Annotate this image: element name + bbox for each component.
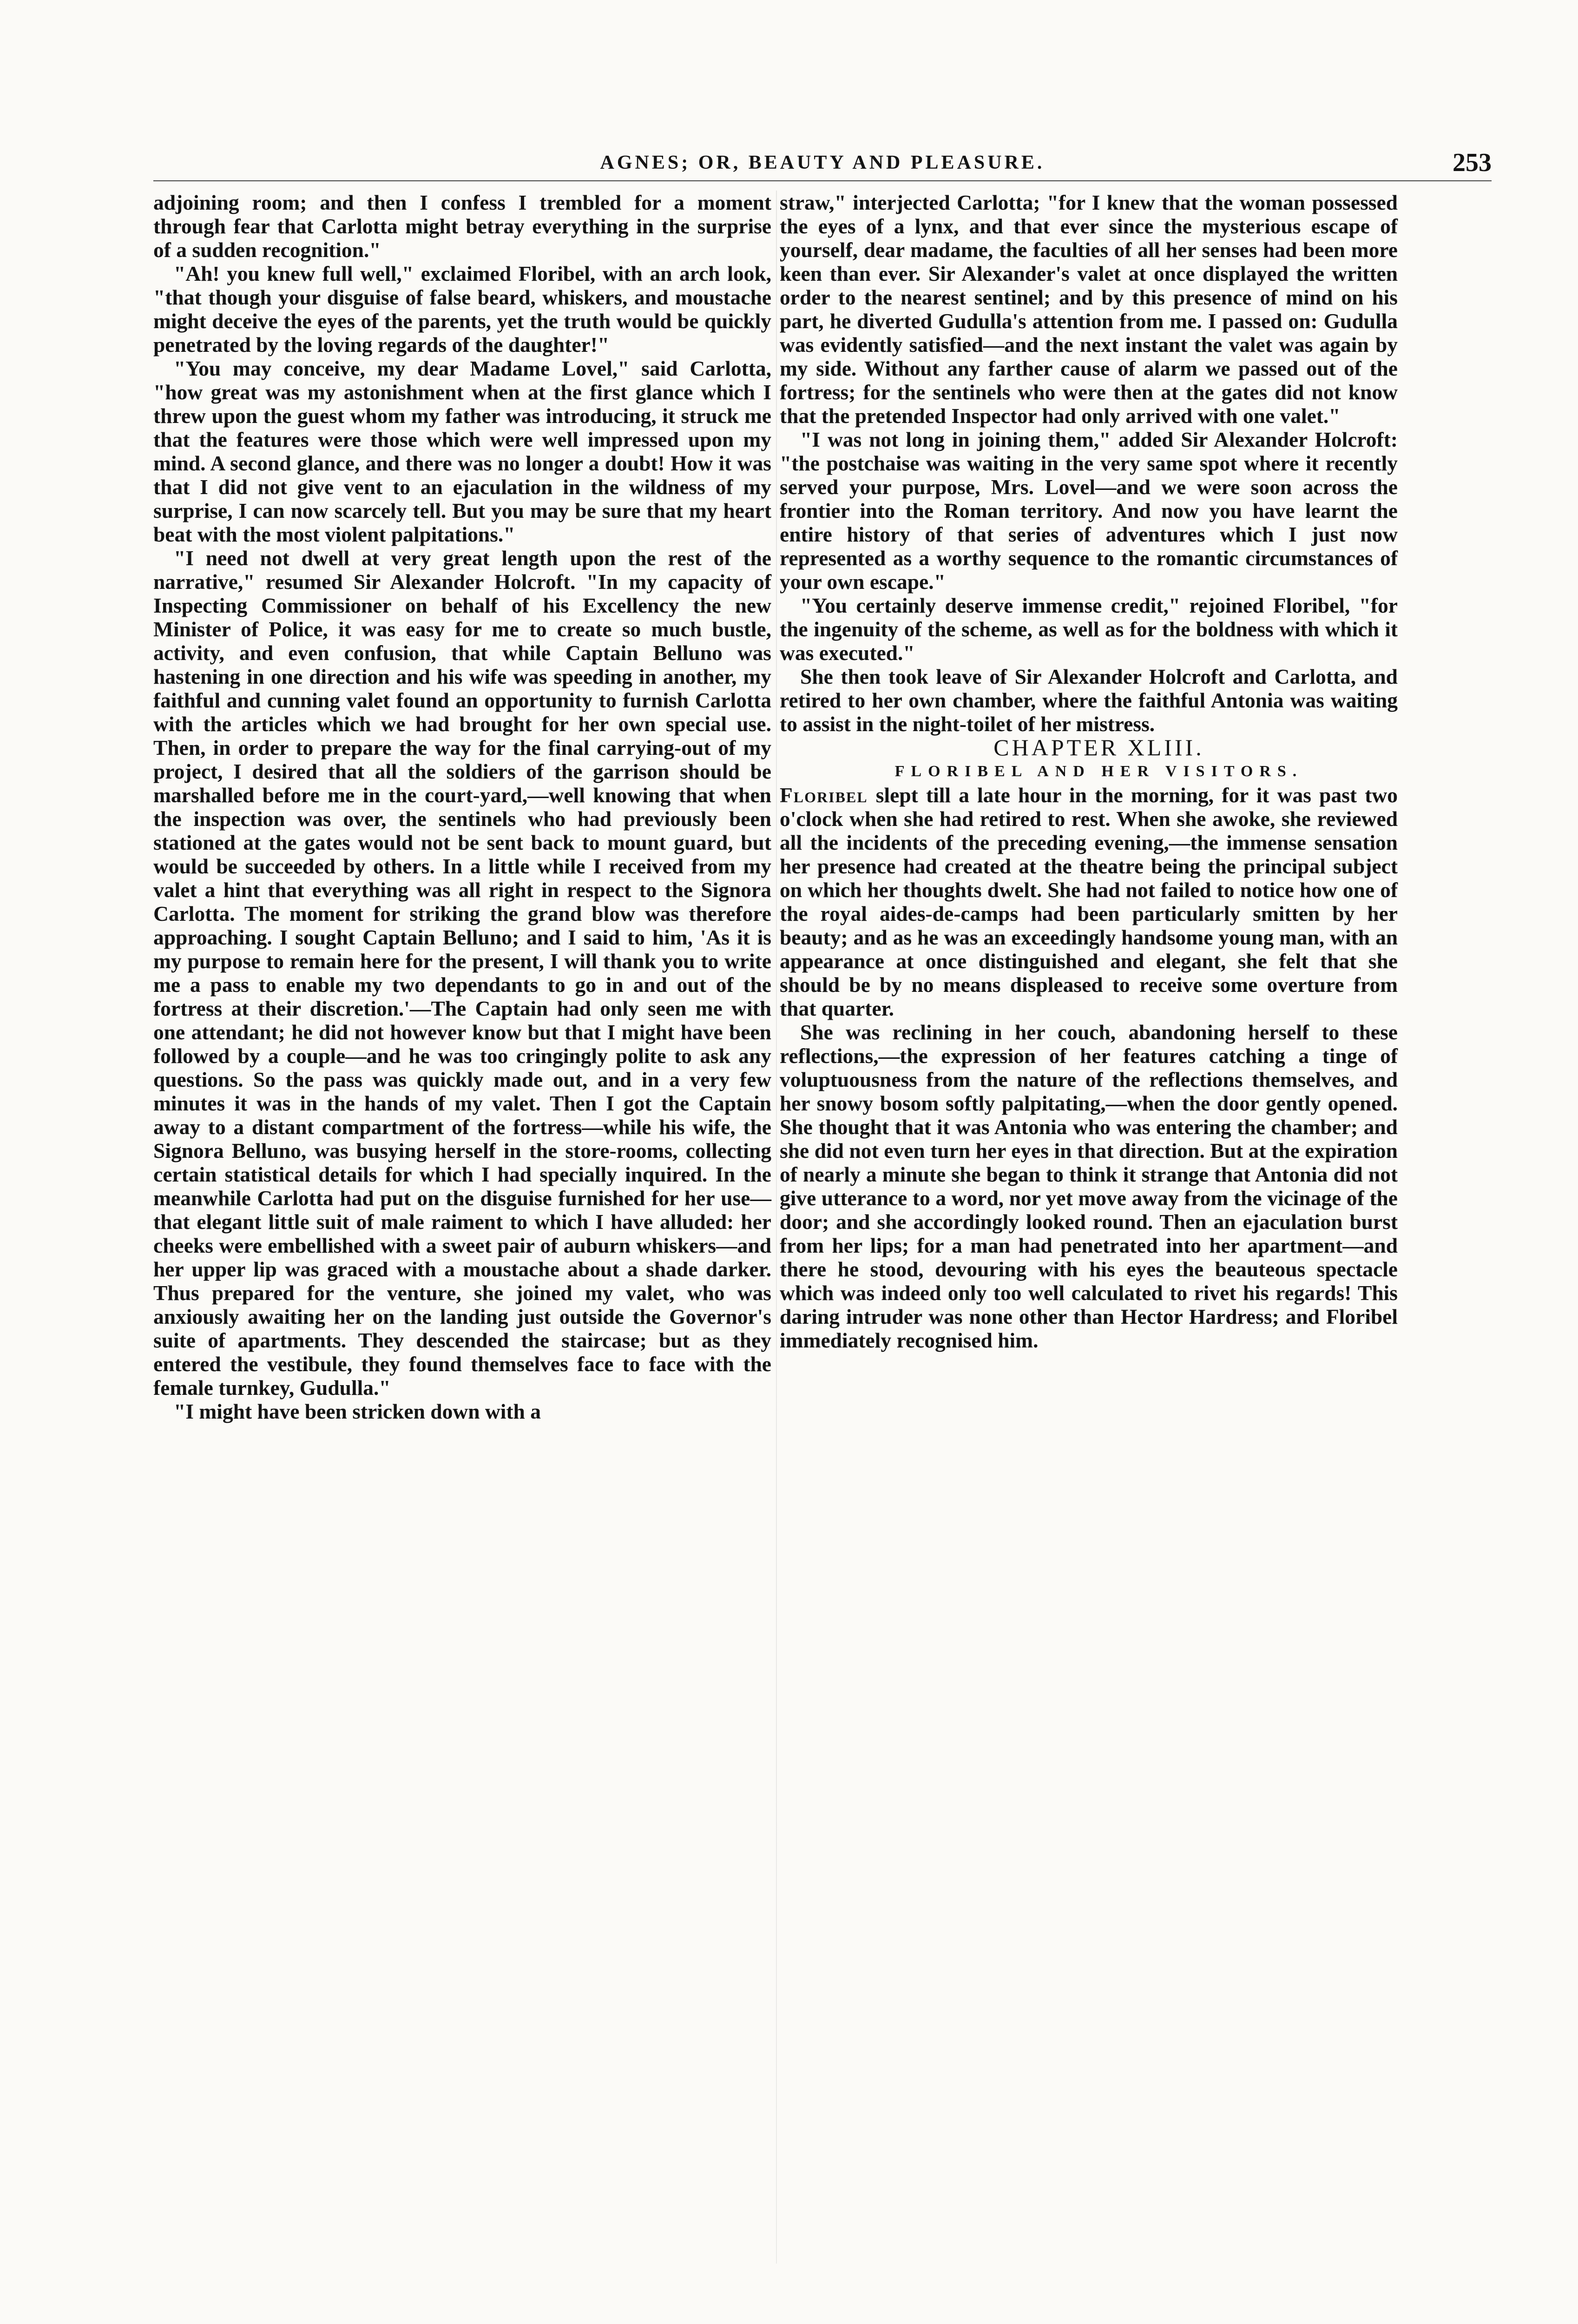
right-paragraph: "You certainly deserve immense credit," rejoined Floribel, "for the ingenuity of the scheme, as well as for the boldness with which it was executed.": [780, 594, 1398, 665]
right-paragraph: She was reclining in her couch, abandoning herself to these reflections,—the expression of her features catching a tinge of voluptuousness from the nature of the reflections themselves, and her snowy bosom softly palpitating,—when the door gently opened. She thought that it was Antonia who was entering the chamber; and she did not even turn her eyes in that direction. But at the expiration of nearly a minute she began to think it strange that Antonia did not give utterance to a word, nor yet move away from the vicinage of the door; and she accordingly looked round. Then an ejaculation burst from her lips; for a man had penetrated into her apartment—and there he stood, devouring with his eyes the beauteous spectacle which was indeed only too well calculated to rivet his regards! This daring intruder was none other than Hector Hardress; and Floribel immediately recognised him.: [780, 1020, 1398, 1352]
right-paragraph: "I was not long in joining them," added Sir Alexander Holcroft: "the postchaise was waiting in the very same spot where it recently served your purpose, Mrs. Lovel—and we were soon across the frontier into the Roman territory. And now you have learnt the entire history of that series of adventures which I just now represented as a worthy sequence to the romantic circumstances of your own escape.": [780, 428, 1398, 594]
column-divider: [776, 191, 777, 2264]
right-paragraph: straw," interjected Carlotta; "for I knew that the woman possessed the eyes of a lynx, and that ever since the mysterious escape of yourself, dear madame, the faculties of all her senses had been more keen than ever. Sir Alexander's valet at once displayed the written order to the nearest sentinel; and by this presence of mind on his part, he diverted Gudulla's attention from me. I passed on: Gudulla was evidently satisfied—and the next instant the valet was again by my side. Without any farther cause of alarm we passed out of the fortress; for the sentinels who were then at the gates did not know that the pretended Inspector had only arrived with one valet.": [780, 191, 1398, 428]
chapter-title: CHAPTER XLIII.: [993, 734, 1204, 760]
left-column: [153, 191, 771, 1423]
left-paragraph: "Ah! you knew full well," exclaimed Floribel, with an arch look, "that though your disguise of false beard, whiskers, and moustache might deceive the eyes of the parents, yet the truth would be quickly penetrated by the loving regards of the daughter!": [153, 262, 771, 357]
page-number: 253: [1453, 148, 1492, 177]
chapter-first-word: Floribel: [780, 783, 868, 807]
right-column: [780, 191, 1398, 1352]
running-title: AGNES; OR, BEAUTY AND PLEASURE.: [600, 152, 1045, 173]
right-paragraph: She then took leave of Sir Alexander Holcroft and Carlotta, and retired to her own chamber, where the faithful Antonia was waiting to assist in the night-toilet of her mistress.: [780, 665, 1398, 736]
left-paragraph: "You may conceive, my dear Madame Lovel," said Carlotta, "how great was my astonishment when at the first glance which I threw upon the guest whom my father was introducing, it struck me that the features were those which were well impressed upon my mind. A second glance, and there was no longer a doubt! How it was that I did not give vent to an ejaculation in the wildness of my surprise, I can now scarcely tell. But you may be sure that my heart beat with the most violent palpitations.": [153, 357, 771, 546]
running-head: [153, 148, 1492, 181]
left-paragraph: "I might have been stricken down with a: [174, 1400, 541, 1423]
chapter-subtitle: FLORIBEL AND HER VISITORS.: [894, 763, 1303, 780]
chapter-opening-text: slept till a late hour in the morning, for it was past two o'clock when she had retired to rest. When she awoke, she reviewed all the incidents of the preceding evening,—the immense sensation her presence had created at the theatre being the principal subject on which her thoughts dwelt. She had not failed to notice how one of the royal aides-de-camps had been particularly smitten by her beauty; and as he was an exceedingly handsome young man, with an appearance at once distinguished and elegant, she felt that she should be by no means displeased to receive some overture from that quarter.: [780, 783, 1398, 1020]
chapter-opening-paragraph: [780, 783, 1398, 1020]
left-paragraph: adjoining room; and then I confess I trembled for a moment through fear that Carlotta might betray everything in the surprise of a sudden recognition.": [153, 191, 771, 262]
left-paragraph: "I need not dwell at very great length upon the rest of the narrative," resumed Sir Alexander Holcroft. "In my capacity of Inspecting Commissioner on behalf of his Excellency the new Minister of Police, it was easy for me to create so much bustle, activity, and even confusion, that while Captain Belluno was hastening in one direction and his wife was speeding in another, my faithful and cunning valet found an opportunity to furnish Carlotta with the articles which we had brought for her own special use. Then, in order to prepare the way for the final carrying-out of my project, I desired that all the soldiers of the garrison should be marshalled before me in the court-yard,—well knowing that when the inspection was over, the sentinels who had previously been stationed at the gates would not be sent back to mount guard, but would be succeeded by others. In a little while I received from my valet a hint that everything was all right in respect to the Signora Carlotta. The moment for striking the grand blow was therefore approaching. I sought Captain Belluno; and I said to him, 'As it is my purpose to remain here for the present, I will thank you to write me a pass to enable my two dependants to go in and out of the fortress at their discretion.'—The Captain had only seen me with one attendant; he did not however know but that I might have been followed by a couple—and he was too cringingly polite to ask any questions. So the pass was quickly made out, and in a very few minutes it was in the hands of my valet. Then I got the Captain away to a distant compartment of the fortress—while his wife, the Signora Belluno, was busying herself in the store-rooms, collecting certain statistical details for which I had specially inquired. In the meanwhile Carlotta had put on the disguise furnished for her use—that elegant little suit of male raiment to which I have alluded: her cheeks were embellished with a sweet pair of auburn whiskers—and her upper lip was graced with a moustache about a shade darker. Thus prepared for the venture, she joined my valet, who was anxiously awaiting her on the landing just outside the Governor's suite of apartments. They descended the staircase; but as they entered the vestibule, they found themselves face to face with the female turnkey, Gudulla.": [153, 546, 771, 1400]
